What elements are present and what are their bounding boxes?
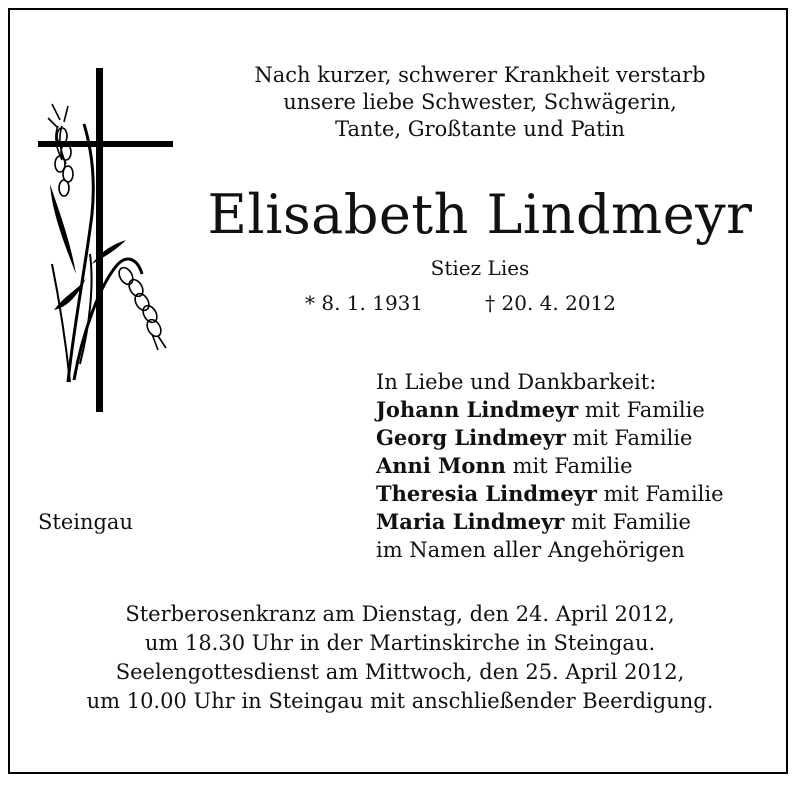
mourner-name: Georg Lindmeyr — [376, 425, 566, 450]
mourners-closing: im Namen aller Angehörigen — [376, 538, 685, 562]
life-dates — [305, 290, 616, 316]
cross-with-wheat-icon — [30, 64, 180, 416]
mourner-suffix: mit Familie — [505, 454, 633, 478]
mourner-name: Maria Lindmeyr — [376, 509, 565, 534]
mourners-list — [376, 368, 724, 564]
service-line: Sterberosenkranz am Dienstag, den 24. April 2012, — [125, 602, 675, 626]
intro-text — [200, 62, 760, 143]
mourner-suffix: mit Familie — [565, 426, 693, 450]
mourner-entry — [376, 480, 724, 508]
service-info — [0, 600, 800, 716]
birth-date: * 8. 1. 1931 — [305, 291, 424, 315]
service-line: um 18.30 Uhr in der Martinskirche in Steingau. — [144, 631, 656, 655]
intro-line: Tante, Großtante und Patin — [335, 117, 625, 141]
service-line: um 10.00 Uhr in Steingau mit anschließender Beerdigung. — [86, 689, 714, 713]
mourner-name: Johann Lindmeyr — [376, 397, 579, 422]
place-name: Steingau — [38, 510, 133, 534]
death-date: † 20. 4. 2012 — [485, 291, 616, 315]
mourner-entry — [376, 424, 724, 452]
mourner-suffix: mit Familie — [578, 398, 705, 422]
nickname: Stiez Lies — [430, 256, 530, 280]
mourner-entry — [376, 396, 724, 424]
mourner-entry — [376, 508, 724, 536]
mourner-entry — [376, 452, 724, 480]
mourner-name: Anni Monn — [376, 453, 506, 478]
mourner-suffix: mit Familie — [564, 510, 691, 534]
mourner-name: Theresia Lindmeyr — [376, 481, 597, 506]
service-line: Seelengottesdienst am Mittwoch, den 25. April 2012, — [115, 660, 685, 684]
intro-line: unsere liebe Schwester, Schwägerin, — [283, 90, 677, 114]
deceased-name: Elisabeth Lindmeyr — [207, 183, 753, 246]
mourner-suffix: mit Familie — [596, 482, 724, 506]
intro-line: Nach kurzer, schwerer Krankheit verstarb — [254, 63, 706, 87]
mourners-heading: In Liebe und Dankbarkeit: — [376, 370, 657, 394]
